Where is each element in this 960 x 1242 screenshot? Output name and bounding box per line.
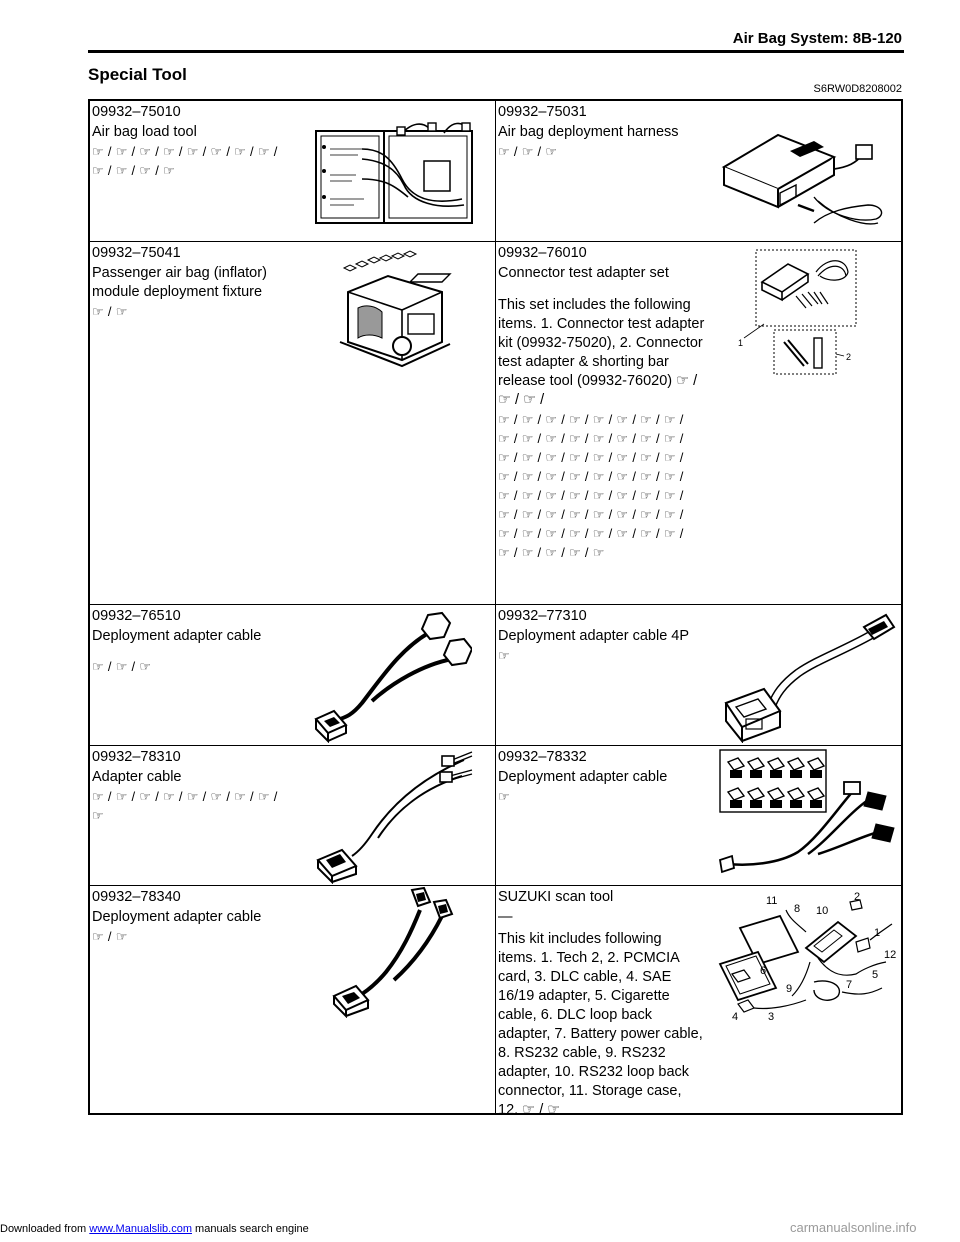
part-number: 09932–75041: [92, 245, 181, 261]
part-number: 09932–78332: [498, 749, 587, 765]
table-row: [90, 746, 901, 886]
tool-name: Deployment adapter cable 4P: [498, 628, 690, 644]
callout-8: 8: [794, 903, 801, 915]
reference-links[interactable]: ☞ / ☞ / ☞ / ☞ / ☞: [498, 545, 605, 560]
deployment-adapter-cable-4p-image: [718, 609, 898, 743]
reference-links[interactable]: ☞ / ☞ / ☞ / ☞ / ☞ / ☞ / ☞ / ☞ /: [498, 450, 684, 465]
tool-cell-suzuki-scan-tool: [496, 886, 901, 1118]
reference-links[interactable]: ☞ / ☞ / ☞ / ☞ / ☞ / ☞ / ☞ / ☞ /: [92, 144, 278, 159]
reference-links[interactable]: ☞ / ☞ / ☞ / ☞ / ☞ / ☞ / ☞ / ☞ /: [498, 412, 684, 427]
section-title: Special Tool: [88, 65, 187, 84]
reference-links[interactable]: ☞ / ☞: [92, 304, 128, 319]
part-number: 09932–78340: [92, 889, 181, 905]
part-number: 09932–75031: [498, 104, 587, 120]
reference-links[interactable]: ☞: [498, 648, 510, 663]
callout-10: 10: [816, 905, 829, 917]
tool-cell-09932-76010: [496, 242, 901, 604]
table-row: [90, 242, 901, 605]
reference-links[interactable]: ☞ / ☞ / ☞ / ☞ / ☞ / ☞ / ☞ / ☞ /: [92, 789, 278, 804]
table-row: [90, 886, 901, 1118]
special-tool-table: [88, 99, 903, 1118]
suzuki-scan-tool-kit-image: [710, 892, 900, 1024]
part-number: 09932–77310: [498, 608, 587, 624]
manualslib-link[interactable]: www.Manualslib.com: [89, 1223, 192, 1235]
tool-name: —: [498, 909, 513, 925]
part-number: 09932–76010: [498, 245, 587, 261]
section-code: S6RW0D8208002: [813, 83, 902, 95]
header-rule: [88, 50, 904, 53]
tool-cell-09932-78332: [496, 746, 901, 885]
callout-9: 9: [786, 983, 793, 995]
tool-description: This kit includes following items. 1. Tech 2, 2. PCMCIA card, 3. DLC cable, 4. SAE 16/19 adapter, 5. Cigarette cable, 6. DLC loop back adapter, 7. Battery power cable, 8. RS232 cable, 9. RS232 adapter, 10. RS232 loop back connector, 11. Storage case, 12. ☞ / ☞: [498, 931, 703, 1118]
tool-name: Adapter cable: [92, 769, 182, 785]
tool-name: Air bag load tool: [92, 124, 197, 140]
reference-links[interactable]: ☞ / ☞ / ☞ / ☞ / ☞ / ☞ / ☞ / ☞ /: [498, 507, 684, 522]
watermark: carmanualsonline.info: [790, 1220, 917, 1235]
reference-links[interactable]: ☞ / ☞ / ☞ / ☞ / ☞ / ☞ / ☞ / ☞ /: [498, 431, 684, 446]
tool-cell-09932-78340: [90, 886, 496, 1113]
tool-cell-09932-77310: [496, 605, 901, 745]
callout-4: 4: [732, 1011, 739, 1023]
part-number: 09932–75010: [92, 104, 181, 120]
reference-links[interactable]: ☞ / ☞ / ☞ / ☞ / ☞ / ☞ / ☞ / ☞ /: [498, 469, 684, 484]
tool-cell-09932-78310: [90, 746, 496, 885]
reference-links[interactable]: ☞: [498, 789, 510, 804]
callout-1: 1: [738, 338, 744, 348]
tool-name: Deployment adapter cable: [92, 909, 262, 925]
page-header: [88, 30, 902, 52]
tool-name: Air bag deployment harness: [498, 124, 679, 140]
reference-links[interactable]: ☞ / ☞ / ☞ / ☞: [92, 163, 176, 178]
callout-12: 12: [884, 949, 897, 961]
reference-links[interactable]: ☞ / ☞ / ☞: [92, 659, 152, 674]
reference-links[interactable]: ☞: [92, 808, 104, 823]
callout-1: 1: [874, 927, 881, 939]
footer-suffix: manuals search engine: [191, 1223, 309, 1235]
reference-links[interactable]: ☞ / ☞ / ☞ / ☞ / ☞ / ☞ / ☞ / ☞ /: [498, 526, 684, 541]
callout-3: 3: [768, 1011, 775, 1023]
callout-11: 11: [766, 895, 778, 907]
tool-description: This set includes the following items. 1. Connector test adapter kit (09932-75020), 2. Connector test adapter & shorting bar release tool (09932-76020) ☞ / ☞ / ☞ /: [498, 297, 705, 408]
connector-test-adapter-set-image: [736, 246, 862, 378]
reference-links[interactable]: ☞ / ☞ / ☞: [498, 144, 558, 159]
part-number: 09932–76510: [92, 608, 181, 624]
tool-cell-09932-76510: [90, 605, 496, 745]
callout-2: 2: [854, 892, 861, 903]
part-number: 09932–78310: [92, 749, 181, 765]
page-header-title: Air Bag System: 8B-120: [732, 30, 902, 47]
callout-2: 2: [846, 352, 852, 362]
callout-7: 7: [846, 979, 853, 991]
tool-cell-09932-75010: [90, 101, 496, 241]
part-number: SUZUKI scan tool: [498, 889, 614, 905]
tool-name: Connector test adapter set: [498, 265, 669, 281]
page-footer: [0, 1220, 917, 1235]
callout-6: 6: [760, 965, 767, 977]
reference-links[interactable]: ☞ / ☞ / ☞ / ☞ / ☞ / ☞ / ☞ / ☞ /: [498, 488, 684, 503]
reference-links[interactable]: ☞ / ☞: [92, 929, 128, 944]
tool-name: Deployment adapter cable: [92, 628, 262, 644]
table-row: [90, 101, 901, 242]
table-row: [90, 605, 901, 746]
footer-prefix: Downloaded from: [0, 1223, 90, 1235]
tool-cell-09932-75031: [496, 101, 901, 241]
tool-cell-09932-75041: [90, 242, 496, 604]
tool-name: Deployment adapter cable: [498, 769, 668, 785]
tool-name: Passenger air bag (inflator) module deployment fixture: [92, 265, 267, 300]
callout-5: 5: [872, 969, 879, 981]
